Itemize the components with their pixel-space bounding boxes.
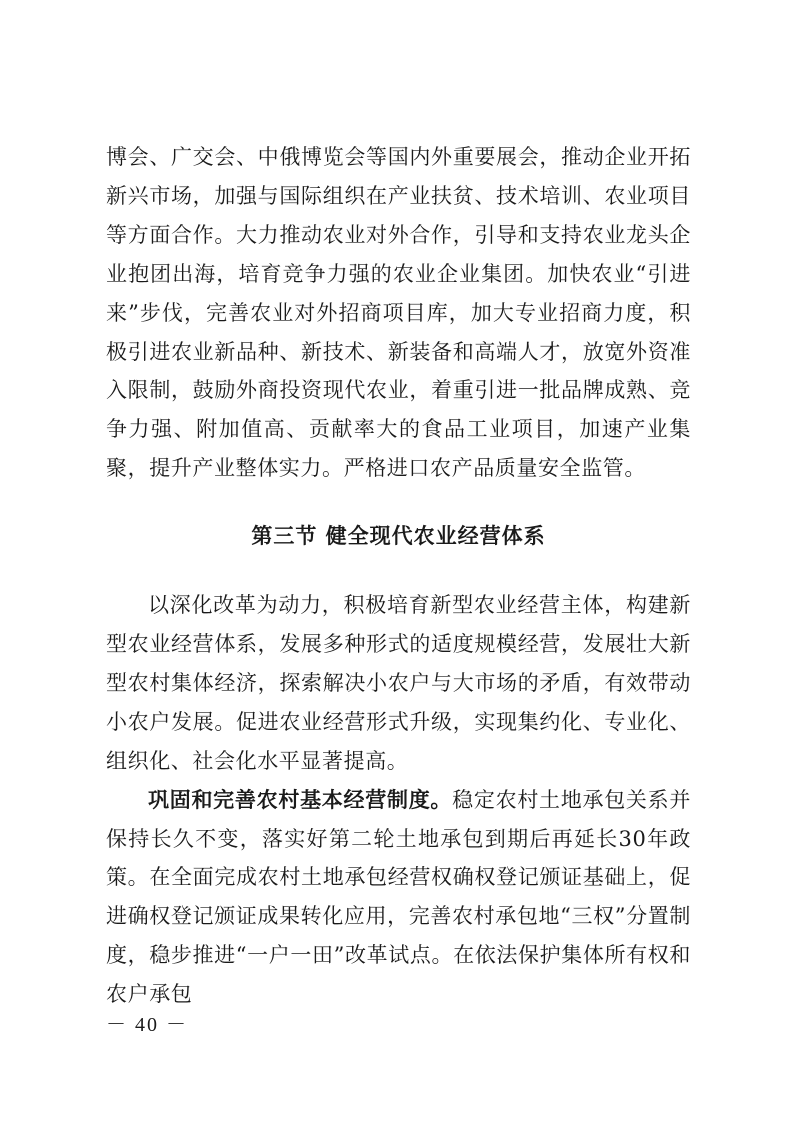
page-body [106, 138, 691, 1014]
body-paragraph-system [106, 781, 691, 1014]
body-paragraph-continued: 博会、广交会、中俄博览会等国内外重要展会，推动企业开拓新兴市场，加强与国际组织在产业扶贫、技术培训、农业项目等方面合作。大力推动农业对外合作，引导和支持农业龙头企业抱团出海，培育竞争力强的农业企业集团。加快农业“引进来”步伐，完善农业对外招商项目库，加大专业招商力度，积极引进农业新品种、新技术、新装备和高端人才，放宽外资准入限制，鼓励外商投资现代农业，着重引进一批品牌成熟、竞争力强、附加值高、贡献率大的食品工业项目，加速产业集聚，提升产业整体实力。严格进口农产品质量安全监管。 [106, 145, 691, 481]
paragraph-body-text: 稳定农村土地承包关系并保持长久不变，落实好第二轮土地承包到期后再延长30年政策。在全面完成农村土地承包经营权确权登记颁证基础上，促进确权登记颁证成果转化应用，完善农村承包地“三权”分置制度，稳步推进“一户一田”改革试点。在依法保护集体所有权和农户承包 [106, 787, 691, 1007]
section-heading: 第三节 健全现代农业经营体系 [251, 524, 546, 549]
body-paragraph-intro: 以深化改革为动力，积极培育新型农业经营主体，构建新型农业经营体系，发展多种形式的适度规模经营，发展壮大新型农村集体经济，探索解决小农户与大市场的矛盾，有效带动小农户发展。促进农业经营形式升级，实现集约化、专业化、组织化、社会化水平显著提高。 [106, 593, 691, 773]
paragraph-lead-title: 巩固和完善农村基本经营制度。 [148, 787, 453, 812]
page-number: － 40 － [106, 1014, 188, 1036]
